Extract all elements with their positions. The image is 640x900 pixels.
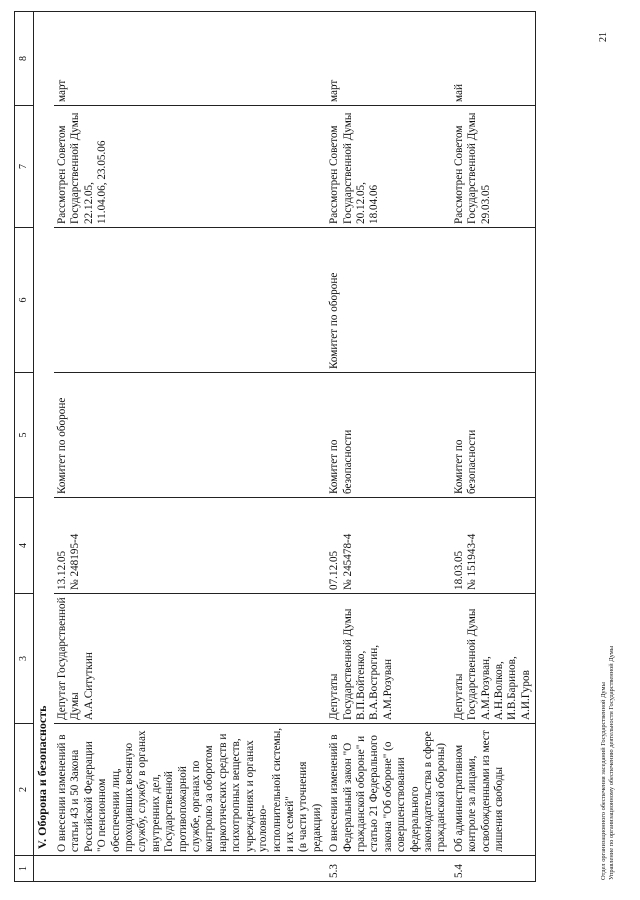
review-period: май [451, 12, 536, 106]
bill-registration: 18.03.05 № 151943-4 [451, 498, 536, 594]
bill-title: Об административном контроле за лицами, освобожденными из мест лишения свободы [451, 724, 536, 856]
bills-table [14, 11, 536, 882]
bill-status: Рассмотрен Советом Государственной Думы 20.12.05, 18.04.06 [326, 106, 451, 228]
review-period: март [326, 12, 451, 106]
column-number-7: 7 [15, 106, 34, 228]
row-number [54, 856, 326, 882]
bill-registration: 13.12.05 № 248195-4 [54, 498, 326, 594]
bill-author: Депутаты Государственной Думы А.М.Розуван, А.Н.Волков, И.В.Баринов, А.И.Гуров [451, 594, 536, 724]
table-row [54, 12, 326, 882]
column-number-8: 8 [15, 12, 34, 106]
row-number: 5.3 [326, 856, 451, 882]
column-number-2: 2 [15, 724, 34, 856]
bill-registration: 07.12.05 № 245478-4 [326, 498, 451, 594]
row-number: 5.4 [451, 856, 536, 882]
responsible-committee: Комитет по безопасности [451, 373, 536, 498]
column-number-4: 4 [15, 498, 34, 594]
column-number-header-row [15, 12, 34, 882]
bill-status: Рассмотрен Советом Государственной Думы 29.03.05 [451, 106, 536, 228]
co-executor-committee: Комитет по обороне [326, 228, 451, 373]
page-number: 21 [598, 32, 609, 42]
co-executor-committee [451, 228, 536, 373]
bill-author: Депутаты Государственной Думы В.П.Войтенко, В.А.Вострогин, А.М.Розуван [326, 594, 451, 724]
co-executor-committee [54, 228, 326, 373]
column-number-3: 3 [15, 594, 34, 724]
column-number-5: 5 [15, 373, 34, 498]
review-period: март [54, 12, 326, 106]
table-row [451, 12, 536, 882]
bill-title: О внесении изменений в Федеральный закон "О гражданской обороне" и статью 21 Федерального закона "Об обороне" (о совершенствовании федерального законодательства в сфере гражданской обороны) [326, 724, 451, 856]
footer-department-note: Отдел организационного обеспечения заседаний Государственной Думы Управление по организационному обеспечению деятельности Государственной Думы [600, 645, 615, 880]
section-title: V. Оборона и безопасность [34, 12, 55, 856]
bill-author: Депутат Государственной Думы А.А.Ситуткин [54, 594, 326, 724]
bill-title: О внесении изменений в статьи 43 и 50 Закона Российской Федерации "О пенсионном обеспечении лиц, проходивших военную службу, службу в органах внутренних дел, Государственной противопожарной службе, органах по контролю за оборотом наркотических средств и психотропных веществ, учреждениях и органах уголовно- исполнительной системы, и их семей" (в части уточнения редакции) [54, 724, 326, 856]
column-number-1: 1 [15, 856, 34, 882]
column-number-6: 6 [15, 228, 34, 373]
section-header-row [34, 12, 55, 882]
responsible-committee: Комитет по безопасности [326, 373, 451, 498]
responsible-committee: Комитет по обороне [54, 373, 326, 498]
table-row [326, 12, 451, 882]
bill-status: Рассмотрен Советом Государственной Думы 22.12.05, 11.04.06, 23.05.06 [54, 106, 326, 228]
